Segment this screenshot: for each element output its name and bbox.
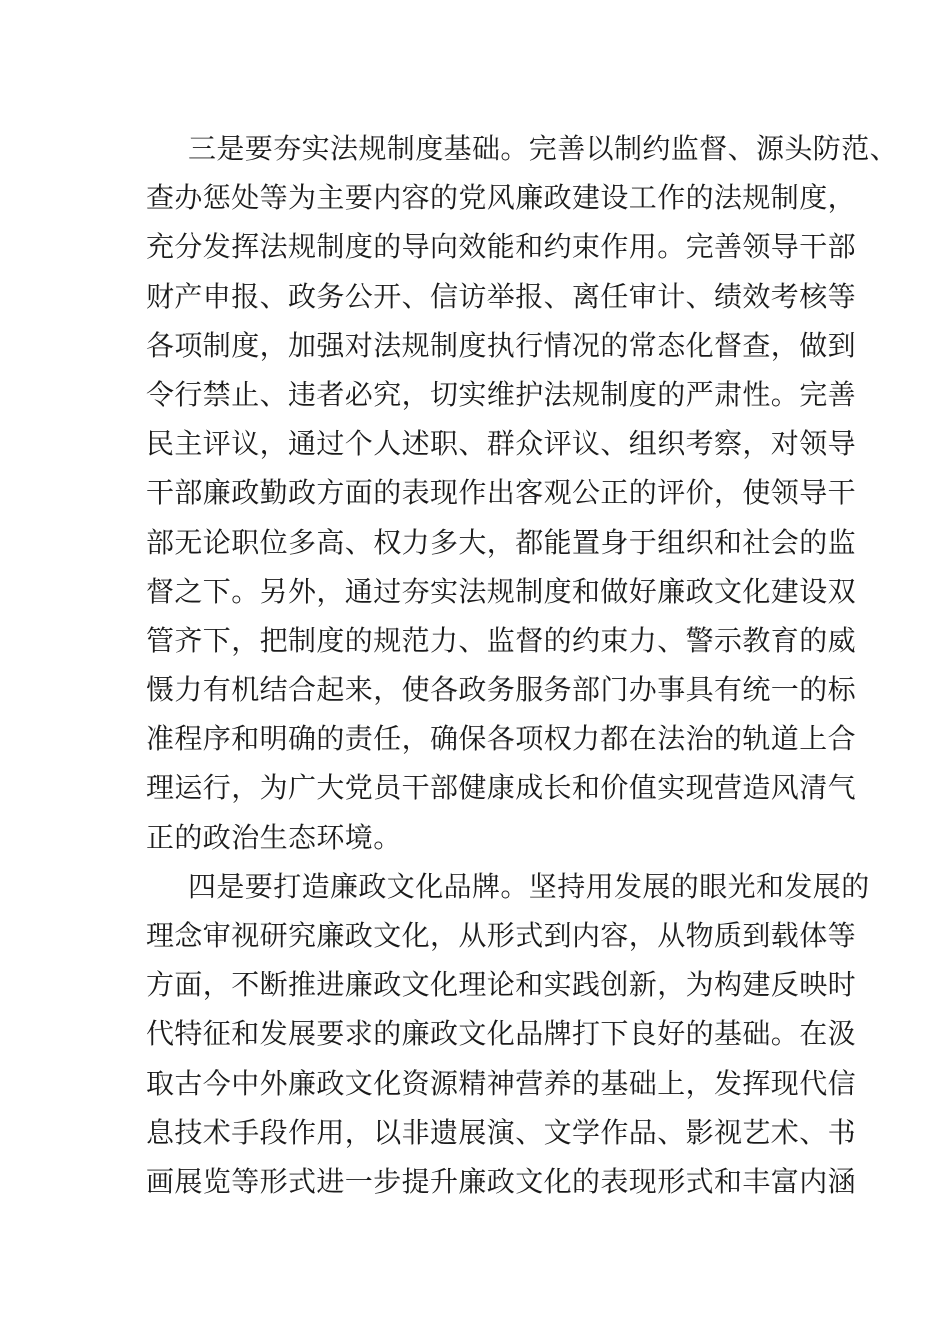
text-line: 三是要夯实法规制度基础。完善以制约监督、源头防范、	[188, 132, 899, 165]
text-line: 正的政治生态环境。	[146, 820, 402, 854]
text-line: 财产申报、政务公开、信访举报、离任审计、绩效考核等	[146, 279, 857, 313]
text-line: 取古今中外廉政文化资源精神营养的基础上，发挥现代信	[146, 1066, 857, 1100]
text-line: 理运行，为广大党员干部健康成长和价值实现营造风清气	[146, 771, 857, 805]
text-line: 慑力有机结合起来，使各政务服务部门办事具有统一的标	[146, 673, 857, 707]
text-line: 代特征和发展要求的廉政文化品牌打下良好的基础。在汲	[146, 1017, 857, 1051]
text-line: 方面，不断推进廉政文化理论和实践创新，为构建反映时	[146, 968, 857, 1002]
document-body	[146, 124, 899, 1206]
paragraph-1	[146, 124, 899, 862]
text-line: 查办惩处等为主要内容的党风廉政建设工作的法规制度，	[146, 181, 857, 215]
text-line: 督之下。另外，通过夯实法规制度和做好廉政文化建设双	[146, 574, 857, 608]
text-line: 四是要打造廉政文化品牌。坚持用发展的眼光和发展的	[188, 869, 870, 903]
paragraph-2	[146, 862, 870, 1206]
text-line: 民主评议，通过个人述职、群众评议、组织考察，对领导	[146, 427, 857, 461]
text-line: 充分发挥法规制度的导向效能和约束作用。完善领导干部	[146, 230, 857, 264]
text-line: 各项制度，加强对法规制度执行情况的常态化督查，做到	[146, 328, 857, 362]
text-line: 干部廉政勤政方面的表现作出客观公正的评价，使领导干	[146, 476, 857, 510]
text-line: 令行禁止、违者必究，切实维护法规制度的严肃性。完善	[146, 377, 857, 411]
text-line: 画展览等形式进一步提升廉政文化的表现形式和丰富内涵	[146, 1164, 857, 1198]
text-line: 部无论职位多高、权力多大，都能置身于组织和社会的监	[146, 525, 857, 559]
text-line: 息技术手段作用，以非遗展演、文学作品、影视艺术、书	[146, 1115, 857, 1149]
text-line: 准程序和明确的责任，确保各项权力都在法治的轨道上合	[146, 722, 857, 756]
text-line: 管齐下，把制度的规范力、监督的约束力、警示教育的威	[146, 623, 857, 657]
text-line: 理念审视研究廉政文化，从形式到内容，从物质到载体等	[146, 919, 857, 952]
